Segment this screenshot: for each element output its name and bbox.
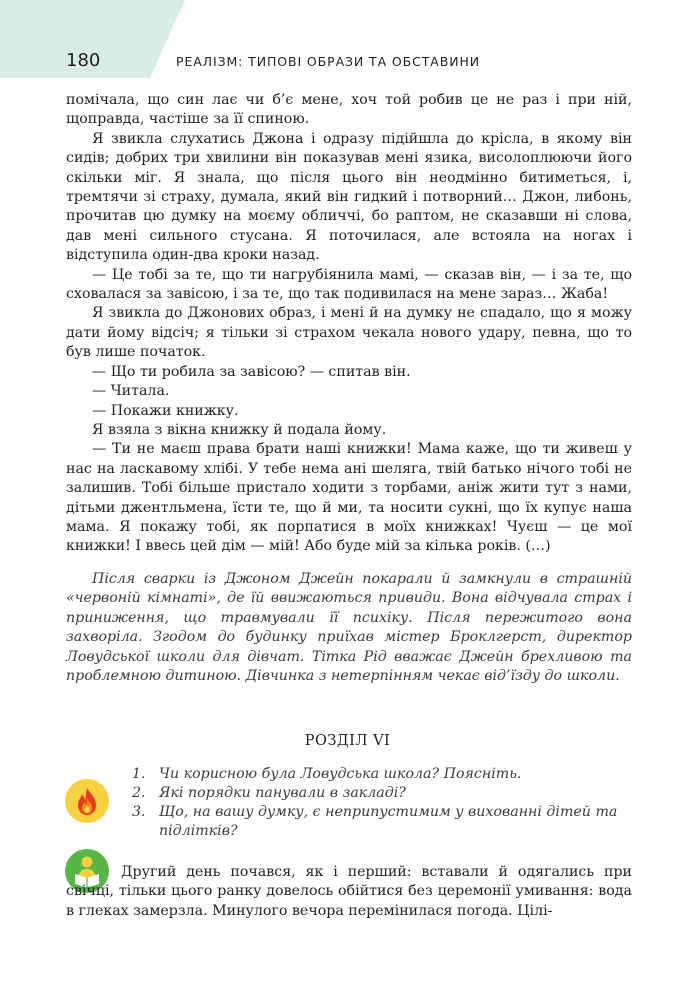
paragraph: Я звикла до Джонових образ, і мені й на думку не спадало, що я можу дати йому відсіч; я тільки зі страхом чекала нового удару, певна, що то був лише початок. — [66, 305, 632, 361]
question-text: Які порядки панували в закладі? — [159, 785, 406, 801]
question-number: 2. — [132, 785, 146, 801]
paragraph: — Ти не маєш права брати наші книжки! Мама каже, що ти живеш у нас на ласкавому хлібі. У тебе нема ані шеляга, твій батько нічого тобі не залишив. Тобі більше пристало ходити з торбами, аніж жити тут з нами, дітьми джентльмена, їсти те, що й ми, та носити сукні, що їх купує наша мама. Я покажу тобі, як порпатися в моїх книжках! Чуєш — це мої книжки! І ввесь цей дім — мій! Або буде мій за кілька років. (…) — [66, 441, 632, 555]
running-title: РЕАЛІЗМ: ТИПОВІ ОБРАЗИ ТА ОБСТАВИНИ — [176, 54, 481, 69]
fire-icon — [65, 779, 109, 823]
paragraph: — Читала. — [92, 383, 170, 400]
page-number: 180 — [66, 50, 101, 71]
paragraph: Я взяла з вікна книжку й подала йому. — [92, 421, 387, 438]
question-item — [132, 803, 637, 841]
summary-block — [66, 570, 632, 686]
paragraph: — Покажи книжку. — [92, 402, 239, 419]
question-number: 1. — [132, 766, 146, 782]
question-item — [132, 784, 637, 803]
main-text — [66, 91, 632, 557]
question-text: Що, на вашу думку, є неприпустимим у вихованні дітей та підлітків? — [159, 804, 618, 839]
question-item — [132, 765, 637, 784]
chapter-title: РОЗДІЛ VI — [304, 733, 391, 749]
question-number: 3. — [132, 804, 146, 820]
summary-text: Після сварки із Джоном Джейн покарали й замкнули в страшній «червоній кімнаті», де їй ввижаються привиди. Вона відчувала страх і приниження, що травмували її психіку. Після пережитого вона захворіла. Згодом до будинку приїхав містер Броклгерст, директор Ловудської школи для дівчат. Тітка Рід вважає Джейн брехливою та проблемною дитиною. Дівчинка з нетерпінням чекає від’їзду до школи. — [66, 571, 632, 685]
paragraph: помічала, що син лає чи б’є мене, хоч той робив це не раз і при ній, щоправда, частіше за її спиною. — [66, 92, 632, 128]
paragraph: — Це тобі за те, що ти нагрубіянила мамі, — сказав він, — і за те, що сховалася за завісою, і за те, що так подивилася на мене зараз… Жаба! — [66, 266, 632, 303]
main-text-continued — [66, 863, 632, 921]
paragraph: Другий день почався, як і перший: вставали й одягались при свічці, тільки цього ранку довелось обійтися без церемонії умивання: вода в глеках замерзла. Минулого вечора перемінилася погода. Цілі- — [66, 864, 632, 919]
paragraph: Я звикла слухатись Джона і одразу підійшла до крісла, в якому він сидів; добрих три хвилини він показував мені язика, висолоплюючи його скільки міг. Я знала, що після цього він неодмінно битиметься, і, тремтячи зі страху, думала, який він гидкий і потворний… Джон, либонь, прочитав цю думку на моєму обличчі, бо раптом, не сказавши ні слова, дав мені сильного стусана. Я поточилася, але встояла на ногах і відступила один-два кроки назад. — [66, 130, 632, 264]
question-text: Чи корисною була Ловудська школа? Поясніть. — [159, 766, 522, 782]
questions-list — [132, 765, 637, 841]
paragraph: — Що ти робила за завісою? — спитав він. — [92, 363, 411, 380]
